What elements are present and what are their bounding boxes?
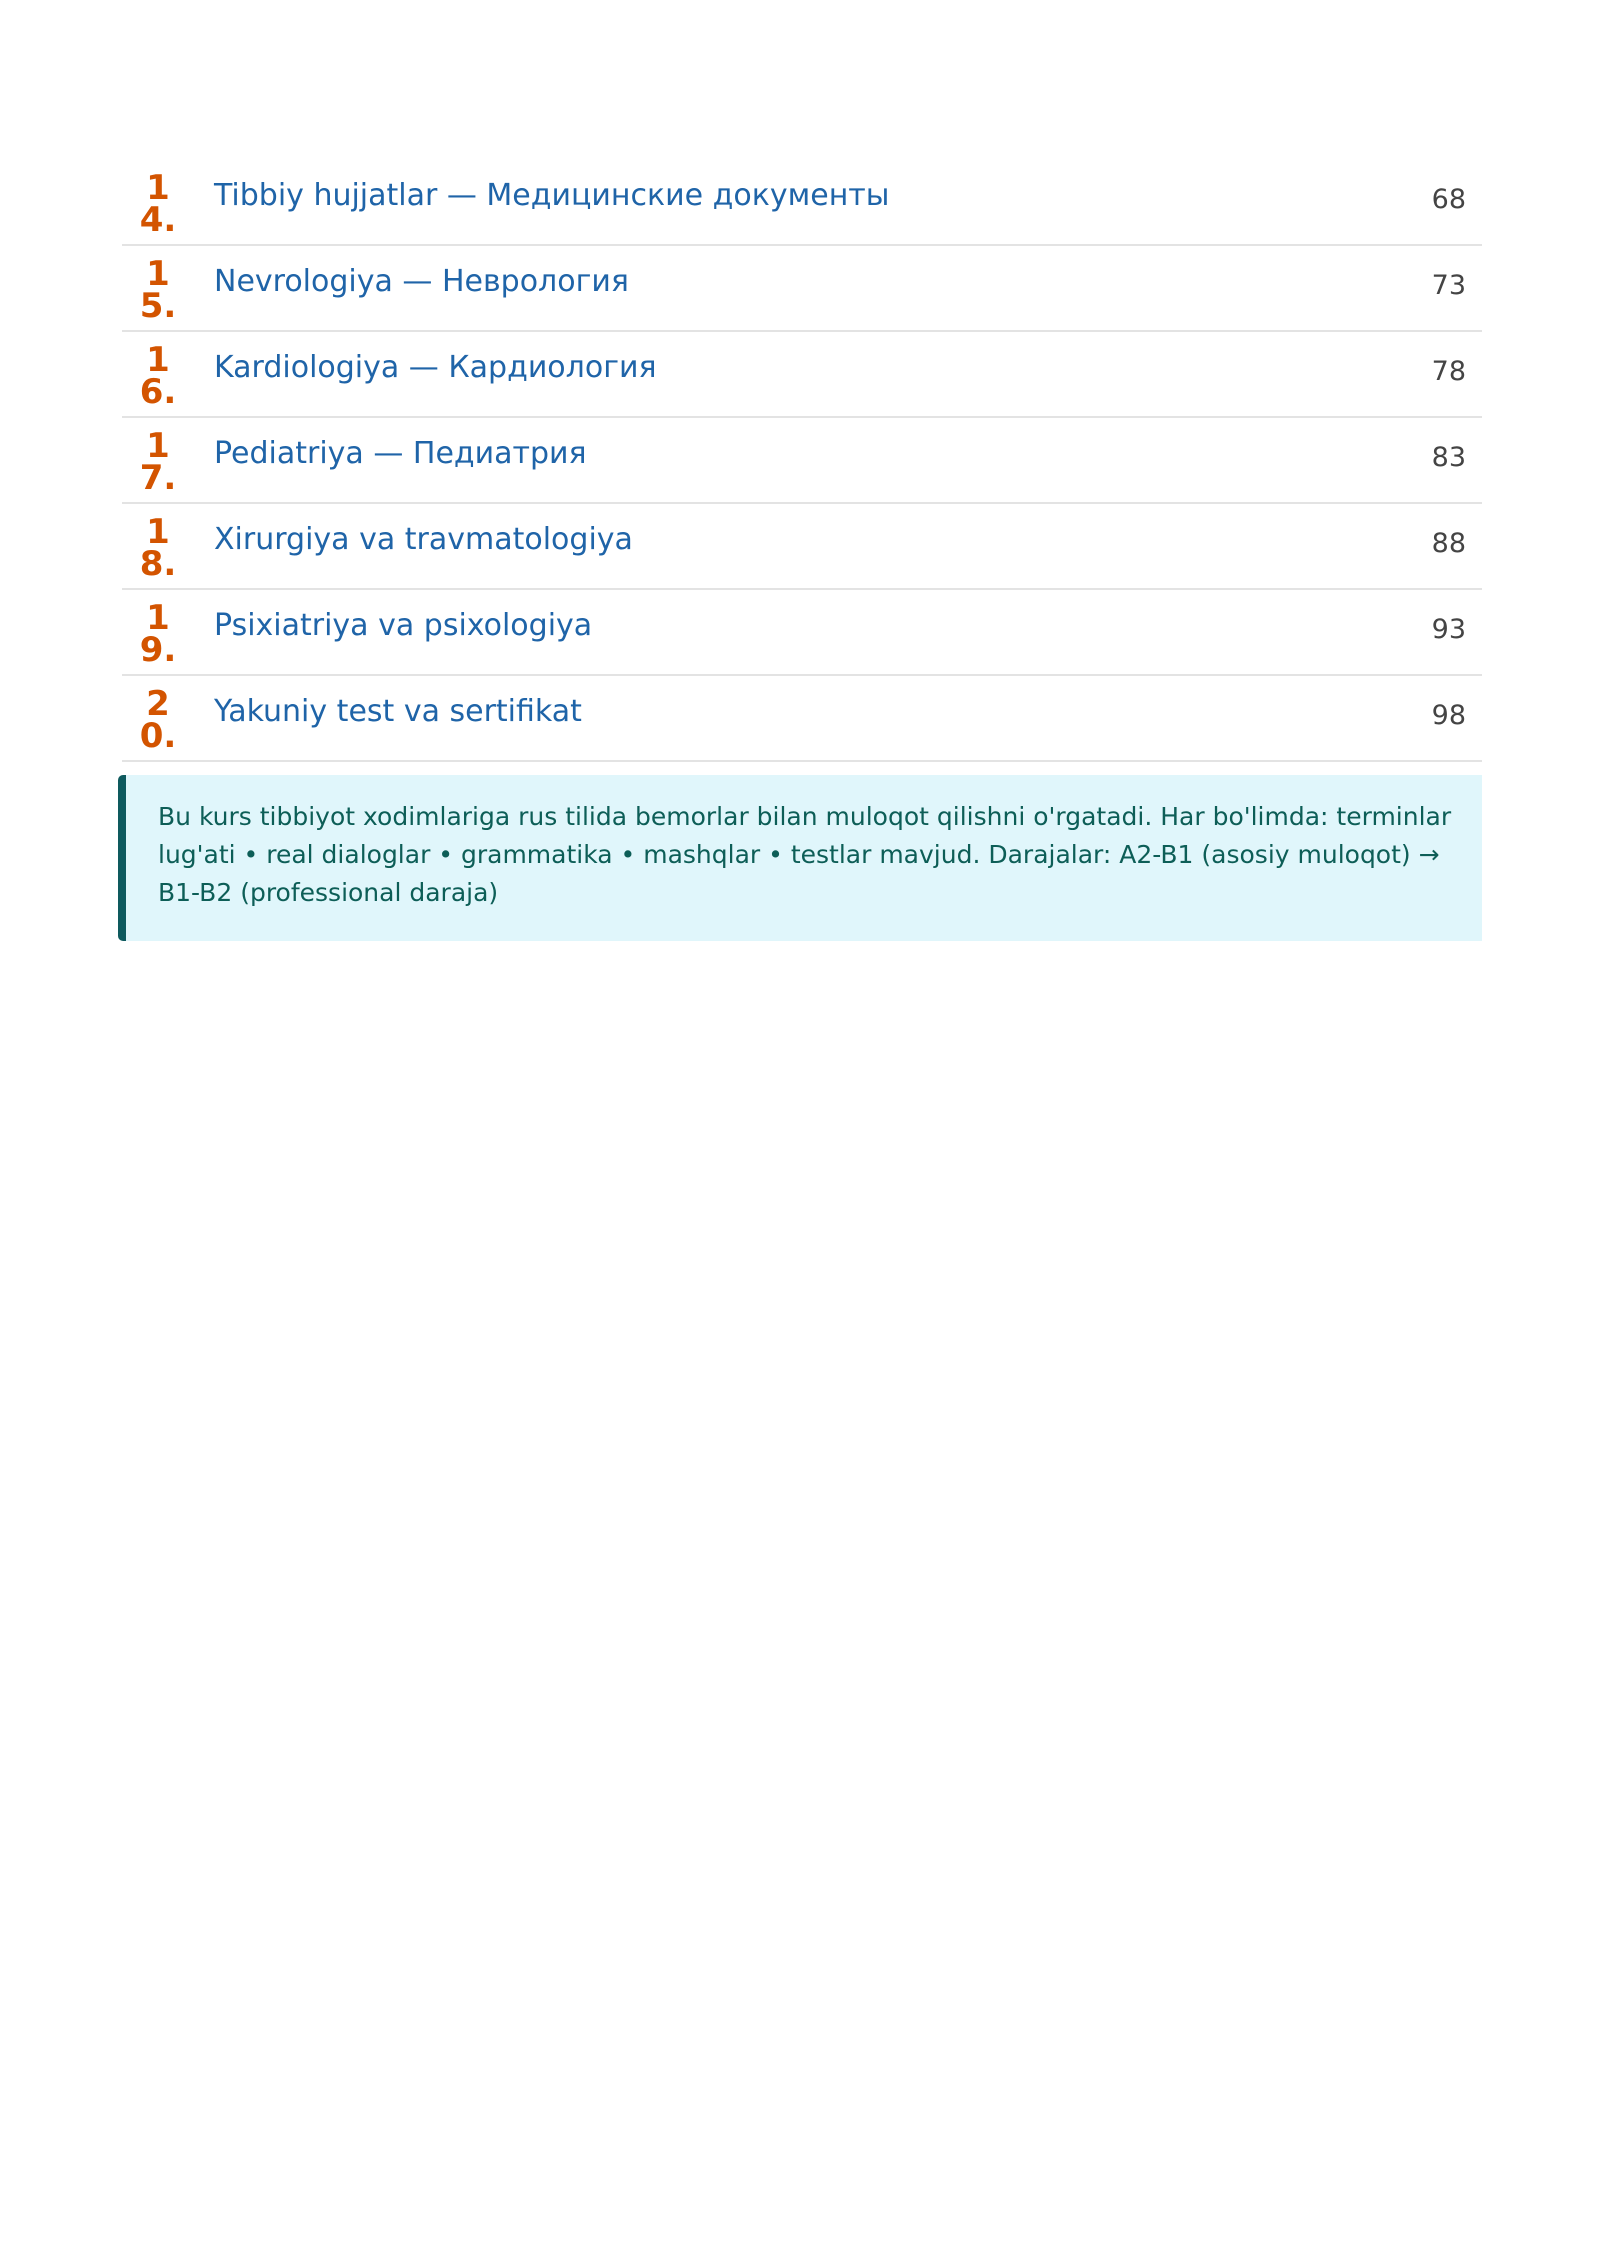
toc-entry[interactable] [122, 504, 1482, 590]
course-info-callout [118, 775, 1482, 941]
page-number: 98 [1431, 700, 1466, 731]
page-number: 68 [1431, 184, 1466, 215]
toc-entry[interactable] [122, 418, 1482, 504]
toc-entry[interactable] [122, 246, 1482, 332]
page-number: 93 [1431, 614, 1466, 645]
table-of-contents [122, 160, 1482, 762]
chapter-title[interactable]: Pediatriya — Педиатрия [214, 436, 587, 471]
toc-entry[interactable] [122, 590, 1482, 676]
course-info-text: Bu kurs tibbiyot xodimlariga rus tilida bemorlar bilan muloqot qilishni o'rgatadi. Har bo'limda: terminlar lug'ati • real dialoglar • grammatika • mashqlar • testlar mavjud. Darajalar: A2-B1 (asosiy muloqot) → B1-B2 (professional daraja) [158, 802, 1452, 907]
toc-entry[interactable] [122, 332, 1482, 418]
chapter-title[interactable]: Psixiatriya va psixologiya [214, 608, 593, 643]
toc-entry[interactable] [122, 160, 1482, 246]
page-number: 73 [1431, 270, 1466, 301]
page-number: 83 [1431, 442, 1466, 473]
chapter-number: 1 6. [139, 340, 177, 412]
chapter-number: 1 9. [139, 598, 177, 670]
chapter-number: 1 5. [139, 254, 177, 326]
chapter-number: 1 7. [139, 426, 177, 498]
chapter-number: 2 0. [139, 684, 177, 756]
chapter-number: 1 4. [139, 168, 177, 240]
chapter-title[interactable]: Nevrologiya — Неврология [214, 264, 629, 299]
chapter-title[interactable]: Tibbiy hujjatlar — Медицинские документы [214, 178, 890, 213]
chapter-title[interactable]: Yakuniy test va sertifikat [214, 694, 582, 729]
chapter-title[interactable]: Kardiologiya — Кардиология [214, 350, 657, 385]
chapter-number: 1 8. [139, 512, 177, 584]
page-number: 78 [1431, 356, 1466, 387]
chapter-title[interactable]: Xirurgiya va travmatologiya [214, 522, 633, 557]
page-number: 88 [1431, 528, 1466, 559]
toc-entry[interactable] [122, 676, 1482, 762]
